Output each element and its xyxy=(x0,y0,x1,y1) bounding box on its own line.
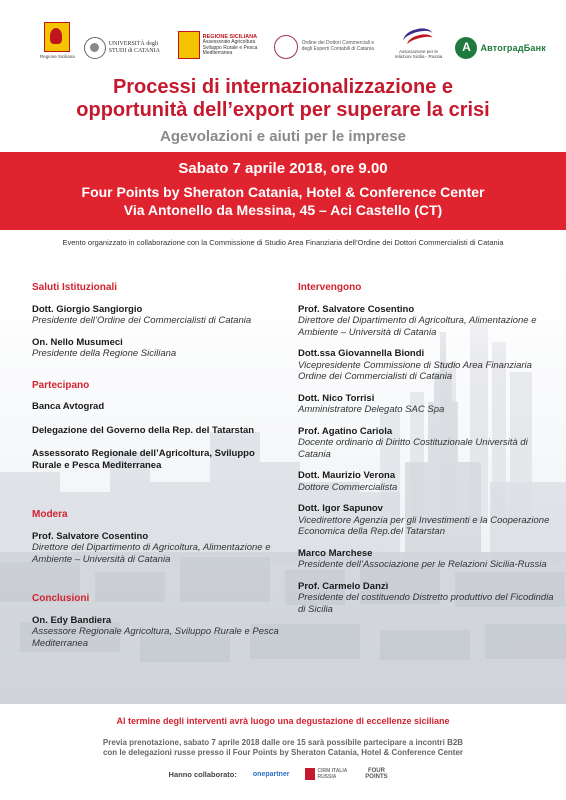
partecipano-heading: Partecipano xyxy=(32,379,90,391)
speaker-entry xyxy=(298,503,560,538)
sicilia-russia-assoc-logo xyxy=(391,25,447,59)
page-subtitle: Agevolazioni e aiuti per le imprese xyxy=(160,128,406,145)
odc-text: Ordine dei Dottori Commerciali e degli Esperti Contabili di Catania xyxy=(301,40,375,52)
odc-catania-logo xyxy=(274,35,382,59)
university-seal-icon xyxy=(84,37,106,59)
odc-emblem-icon xyxy=(274,35,298,59)
moderator-name: Prof. Salvatore Cosentino xyxy=(32,530,149,542)
onepartner-logo xyxy=(253,771,290,778)
collab-label: Hanno collaborato: xyxy=(168,769,237,779)
event-date: Sabato 7 aprile 2018, ore 9.00 xyxy=(178,160,388,177)
speaker-name: Dott. Igor Sapunov xyxy=(298,503,383,514)
moderator-role: Direttore del Dipartimento di Agricoltura, Alimentazione e Ambiente – Università di Catania xyxy=(32,542,271,565)
speaker-name: Prof. Agatino Cariola xyxy=(298,425,393,437)
swoosh-icon xyxy=(401,25,437,47)
cirm-logo xyxy=(305,768,347,780)
trinacria-shield-icon xyxy=(44,22,70,52)
venue-line-2: Via Antonello da Messina, 45 – Aci Castello (CT) xyxy=(123,202,443,218)
speaker-role: Vicedirettore Agenzia per gli Investimenti e la Cooperazione Economica della Rep.del Tatarstan xyxy=(298,514,550,537)
regione-shield-icon xyxy=(178,31,200,59)
speaker-role: Vicepresidente Commissione di Studio Area Finanziaria Ordine dei Commercialisti di Catania xyxy=(298,359,532,382)
modera-heading: Modera xyxy=(32,509,68,520)
university-name: UNIVERSITÀ degli STUDI di CATANIA xyxy=(108,41,160,54)
program-left-column xyxy=(32,282,282,659)
regione2-title: REGIONE SICILIANA xyxy=(202,33,258,40)
university-catania-logo xyxy=(84,37,169,59)
speaker-entry xyxy=(32,337,282,360)
speaker-name: On. Nello Musumeci xyxy=(32,336,123,348)
booking-line-2: con le delegazioni russe presso il Four Points by Sheraton Catania, Hotel & Conference Center xyxy=(102,748,464,757)
speaker-entry xyxy=(32,304,282,327)
speaker-role: Direttore del Dipartimento di Agricoltura, Alimentazione e Ambiente – Università di Catania xyxy=(298,315,537,338)
speaker-entry xyxy=(298,470,560,493)
organization-note: Evento organizzato in collaborazione con la Commissione di Studio Area Finanziaria dell’Ordine dei Dottori Commercialisti di Catania xyxy=(62,238,504,247)
fourpoints-name: FOUR POINTS xyxy=(365,768,388,780)
collaborators-row xyxy=(0,768,566,780)
moderator-entry xyxy=(32,531,282,566)
intervengono-heading: Intervengono xyxy=(298,282,362,293)
participant-item: Assessorato Regionale dell’Agricoltura, Sviluppo Rurale e Pesca Mediterranea xyxy=(32,448,255,471)
speaker-entry xyxy=(298,348,560,383)
participant-item: Delegazione del Governo della Rep. del Tatarstan xyxy=(32,424,255,436)
speaker-name: Dott. Giorgio Sangiorgio xyxy=(32,303,143,315)
bank-name: АвтоградБанк xyxy=(480,42,546,53)
participant-item: Banca Avtograd xyxy=(32,401,105,412)
regione-siciliana-logo xyxy=(40,22,75,59)
conclusion-name: On. Edy Bandiera xyxy=(32,614,112,626)
speaker-name: Prof. Carmelo Danzì xyxy=(298,580,389,592)
assoc-caption: Associazione per le relazioni Sicilia - Russia xyxy=(394,48,443,59)
regione-agricoltura-logo xyxy=(178,31,265,59)
bank-emblem-icon: A xyxy=(455,37,477,59)
conclusion-entry xyxy=(32,615,282,650)
tasting-note: Al termine degli interventi avrà luogo una degustazione di eccellenze siciliane xyxy=(116,716,450,726)
booking-line-1: Previa prenotazione, sabato 7 aprile 2018 dalle ore 15 sarà possibile partecipare a incontri B2B xyxy=(102,738,464,747)
avtograd-bank-logo xyxy=(455,37,545,59)
speaker-name: Dott. Maurizio Verona xyxy=(298,470,396,481)
event-info-band xyxy=(0,152,566,230)
venue-line-1: Four Points by Sheraton Catania, Hotel & Conference Center xyxy=(81,184,485,200)
speaker-name: Dott. Nico Torrisi xyxy=(298,392,375,404)
saluti-heading: Saluti Istituzionali xyxy=(32,282,118,293)
conclusion-role: Assessore Regionale Agricoltura, Sviluppo Rurale e Pesca Mediterranea xyxy=(32,626,279,649)
speaker-role: Presidente dell’Associazione per le Relazioni Sicilia-Russia xyxy=(298,559,547,570)
speaker-role: Presidente dell’Ordine dei Commercialisti di Catania xyxy=(32,315,252,326)
cirm-name: CIRM ITALIA RUSSIA xyxy=(317,768,348,780)
fourpoints-logo xyxy=(363,768,389,780)
regione2-sub: Assessorato Agricoltura Sviluppo Rurale e Pesca Mediterranea xyxy=(202,39,258,56)
speaker-entry xyxy=(298,548,560,571)
speaker-role: Amministratore Delegato SAC Spa xyxy=(298,404,445,415)
speaker-entry xyxy=(298,426,560,461)
speaker-name: Dott.ssa Giovannella Biondi xyxy=(298,348,425,359)
speaker-entry xyxy=(298,581,560,616)
conclusioni-heading: Conclusioni xyxy=(32,593,90,604)
speaker-entry xyxy=(298,393,560,416)
page-title xyxy=(0,76,566,122)
speaker-entry xyxy=(298,304,560,339)
cirm-mark-icon xyxy=(305,768,315,780)
speaker-name: Marco Marchese xyxy=(298,547,373,559)
regione-caption: Regione Siciliana xyxy=(40,53,75,59)
event-venue xyxy=(0,183,566,219)
speaker-role: Docente ordinario di Diritto Costituzionale Università di Catania xyxy=(298,437,528,460)
logo-bar xyxy=(40,14,546,59)
speaker-name: Prof. Salvatore Cosentino xyxy=(298,303,415,315)
speaker-role: Presidente della Regione Siciliana xyxy=(32,348,177,359)
title-line-2: opportunità dell’export per superare la crisi xyxy=(76,99,490,121)
booking-note xyxy=(0,738,566,758)
onepartner-name: onepartner xyxy=(252,770,290,778)
title-line-1: Processi di internazionalizzazione e xyxy=(112,76,454,98)
program-right-column xyxy=(298,282,560,625)
speaker-role: Presidente del costituendo Distretto produttivo del Ficodindia di Sicilia xyxy=(298,592,554,615)
speaker-role: Dottore Commercialista xyxy=(298,481,398,493)
